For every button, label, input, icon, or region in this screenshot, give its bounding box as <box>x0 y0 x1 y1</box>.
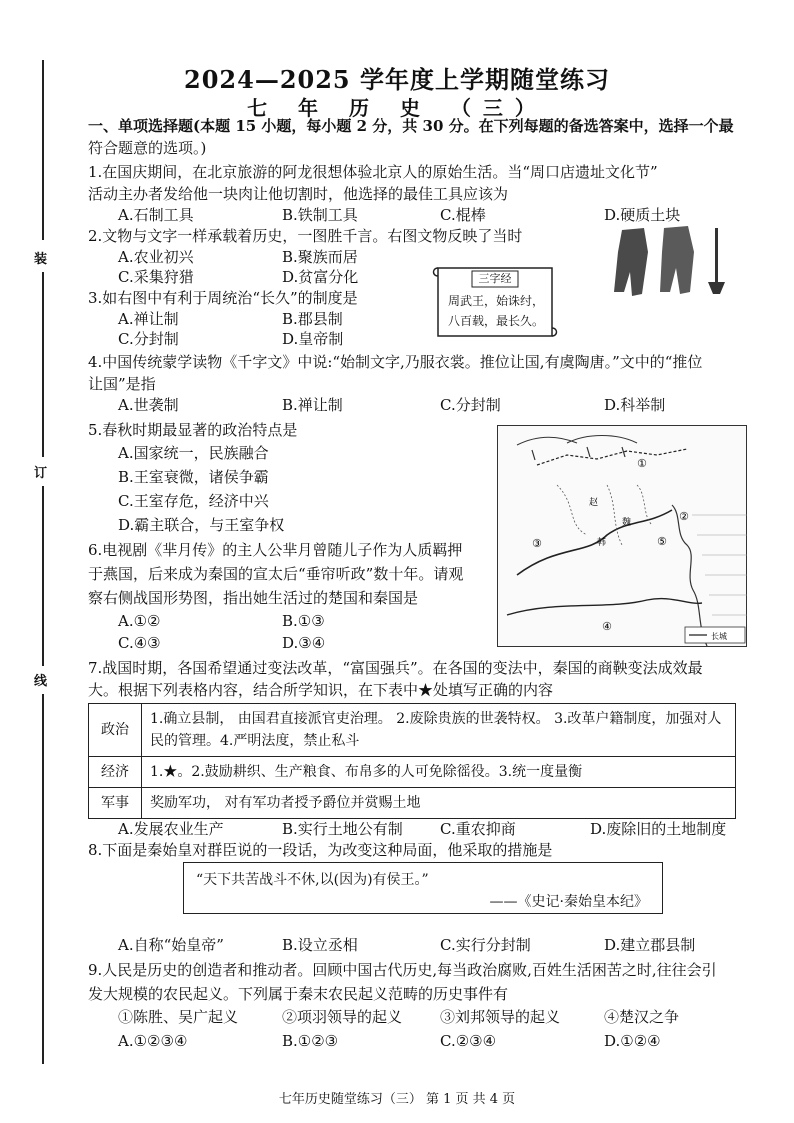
artifact-bone-tool <box>614 228 648 296</box>
map-label: 赵 <box>589 498 599 508</box>
binding-label-xian: 线 <box>34 674 48 689</box>
q2-option-d[interactable]: D.贫富分化 <box>282 268 359 286</box>
map-legend-label: 长城 <box>711 632 727 641</box>
q9-stem-cont: 发大规模的农民起义。下列属于秦末农民起义范畴的历史事件有 <box>88 985 509 1003</box>
section-instructions: 一、单项选择题(本题 15 小题，每小题 2 分，共 30 分。在下列每题的备选答案中，选择一个最 <box>88 117 734 135</box>
q2-stem: 2.文物与文字一样承载着历史，一图胜千言。右图文物反映了当时 <box>88 227 523 245</box>
q7-option-d[interactable]: D.废除旧的土地制度 <box>590 820 727 838</box>
exam-title: 2024—2025 学年度上学期随堂练习 <box>184 65 610 94</box>
q9-option-a[interactable]: A.①②③④ <box>118 1032 188 1050</box>
q6-option-d[interactable]: D.③④ <box>282 634 326 652</box>
q6-option-c[interactable]: C.④③ <box>118 634 161 652</box>
section-instructions-cont: 符合题意的选项。) <box>88 139 207 157</box>
q8-option-c[interactable]: C.实行分封制 <box>440 936 531 954</box>
table-row <box>89 788 736 819</box>
q4-option-a[interactable]: A.世袭制 <box>118 396 179 414</box>
q8-option-d[interactable]: D.建立郡县制 <box>604 936 696 954</box>
q3-option-c[interactable]: C.分封制 <box>118 330 179 348</box>
map-label: ④ <box>602 620 612 633</box>
q2-option-c[interactable]: C.采集狩猎 <box>118 268 194 286</box>
artifact-blade <box>708 282 725 294</box>
q6-option-a[interactable]: A.①② <box>118 612 161 630</box>
table-cell: 1.确立县制， 由国君直接派官吏治理。 2.废除贵族的世袭特权。 3.改革户籍制度，加强对人民的管理。4.严明法度，禁止私斗 <box>142 704 736 757</box>
quote-source: ——《史记·秦始皇本纪》 <box>489 894 648 910</box>
q3-option-b[interactable]: B.郡县制 <box>282 310 343 328</box>
table-row <box>89 757 736 788</box>
scroll-line: 八百载，最长久。 <box>448 314 545 328</box>
binding-line-segment <box>42 694 44 1064</box>
scroll-title: 三字经 <box>478 272 512 285</box>
page-footer: 七年历史随堂练习（三） 第 1 页 共 4 页 <box>278 1092 516 1107</box>
map-label: ② <box>679 510 689 523</box>
map-label: ③ <box>532 537 542 550</box>
q9-option-d[interactable]: D.①②④ <box>604 1032 661 1050</box>
table-row-head: 经济 <box>89 757 142 788</box>
q7-option-a[interactable]: A.发展农业生产 <box>118 820 224 838</box>
table-cell: 1.★。2.鼓励耕织、生产粮食、布帛多的人可免除徭役。3.统一度量衡 <box>142 757 736 788</box>
sanzijing-scroll <box>430 262 560 342</box>
q5-option-c[interactable]: C.王室存危，经济中兴 <box>118 492 269 510</box>
binding-label-ding: 订 <box>34 466 48 481</box>
q5-option-b[interactable]: B.王室衰微，诸侯争霸 <box>118 468 269 486</box>
map-label: ⑤ <box>657 535 667 548</box>
q9-option-b[interactable]: B.①②③ <box>282 1032 339 1050</box>
binding-line-segment <box>42 272 44 457</box>
binding-label-zhuang: 装 <box>34 252 48 267</box>
q1-option-b[interactable]: B.铁制工具 <box>282 206 358 224</box>
q1-stem-cont: 活动主办者发给他一块肉让他切割时，他选择的最佳工具应该为 <box>88 185 509 203</box>
q1-option-d[interactable]: D.硬质土块 <box>604 206 681 224</box>
artifact-handle <box>715 228 718 284</box>
q1-option-a[interactable]: A.石制工具 <box>118 206 194 224</box>
q1-stem: 1.在国庆期间，在北京旅游的阿龙很想体验北京人的原始生活。当“周口店遗址文化节” <box>88 163 658 181</box>
map-label: 魏 <box>622 518 632 528</box>
map-label: 韩 <box>597 538 607 548</box>
table-row <box>89 704 736 757</box>
q9-item-2: ②项羽领导的起义 <box>282 1008 403 1026</box>
artifact-bone-tool <box>660 226 694 294</box>
q5-option-d[interactable]: D.霸主联合，与王室争权 <box>118 516 285 534</box>
q3-option-d[interactable]: D.皇帝制 <box>282 330 344 348</box>
q8-stem: 8.下面是秦始皇对群臣说的一段话，为改变这种局面，他采取的措施是 <box>88 841 553 859</box>
q3-stem: 3.如右图中有利于周统治“长久”的制度是 <box>88 289 358 307</box>
map-label: ① <box>637 457 647 470</box>
q6-stem: 6.电视剧《芈月传》的主人公芈月曾随儿子作为人质羁押 <box>88 541 463 559</box>
table-cell: 奖励军功， 对有军功者授予爵位并赏赐土地 <box>142 788 736 819</box>
q6-stem-cont: 于燕国，后来成为秦国的宣太后“垂帘听政”数十年。请观 <box>88 565 464 583</box>
shang-yang-reform-table <box>88 703 736 819</box>
q6-option-b[interactable]: B.①③ <box>282 612 325 630</box>
q5-stem: 5.春秋时期最显著的政治特点是 <box>88 421 298 439</box>
exam-subtitle: 七 年 历 史 （三） <box>247 96 547 120</box>
q9-option-c[interactable]: C.②③④ <box>440 1032 497 1050</box>
q9-item-3: ③刘邦领导的起义 <box>440 1008 561 1026</box>
warring-states-map <box>497 425 747 647</box>
q1-option-c[interactable]: C.棍棒 <box>440 206 486 224</box>
q4-option-b[interactable]: B.禅让制 <box>282 396 343 414</box>
q4-option-d[interactable]: D.科举制 <box>604 396 666 414</box>
q7-option-b[interactable]: B.实行土地公有制 <box>282 820 403 838</box>
q9-stem: 9.人民是历史的创造者和推动者。回顾中国古代历史,每当政治腐败,百姓生活困苦之时,往往会引 <box>88 961 717 979</box>
q4-stem-cont: 让国”是指 <box>88 375 156 393</box>
binding-margin <box>30 60 56 1070</box>
q9-item-1: ①陈胜、吴广起义 <box>118 1008 239 1026</box>
scroll-line: 周武王，始诛纣， <box>448 294 545 308</box>
quote-box <box>183 862 663 914</box>
quote-text: “天下共苦战斗不休,以(因为)有侯王。” <box>196 872 429 888</box>
q4-option-c[interactable]: C.分封制 <box>440 396 501 414</box>
q4-stem: 4.中国传统蒙学读物《千字文》中说:“始制文字,乃服衣裳。推位让国,有虞陶唐。”文中的“推位 <box>88 353 703 371</box>
q8-option-b[interactable]: B.设立丞相 <box>282 936 358 954</box>
q7-option-c[interactable]: C.重农抑商 <box>440 820 516 838</box>
q7-stem-cont: 大。根据下列表格内容，结合所学知识，在下表中★处填写正确的内容 <box>88 681 554 699</box>
binding-line-segment <box>42 486 44 666</box>
q2-option-a[interactable]: A.农业初兴 <box>118 248 194 266</box>
q9-item-4: ④楚汉之争 <box>604 1008 680 1026</box>
table-row-head: 军事 <box>89 788 142 819</box>
q5-option-a[interactable]: A.国家统一，民族融合 <box>118 444 269 462</box>
artifact-photo <box>604 222 744 302</box>
q6-stem-cont: 察右侧战国形势图，指出她生活过的楚国和秦国是 <box>88 589 419 607</box>
table-row-head: 政治 <box>89 704 142 757</box>
q3-option-a[interactable]: A.禅让制 <box>118 310 179 328</box>
q8-option-a[interactable]: A.自称“始皇帝” <box>118 936 224 954</box>
q2-option-b[interactable]: B.聚族而居 <box>282 248 358 266</box>
q7-stem: 7.战国时期，各国希望通过变法改革，“富国强兵”。在各国的变法中，秦国的商鞅变法成效最 <box>88 659 703 677</box>
